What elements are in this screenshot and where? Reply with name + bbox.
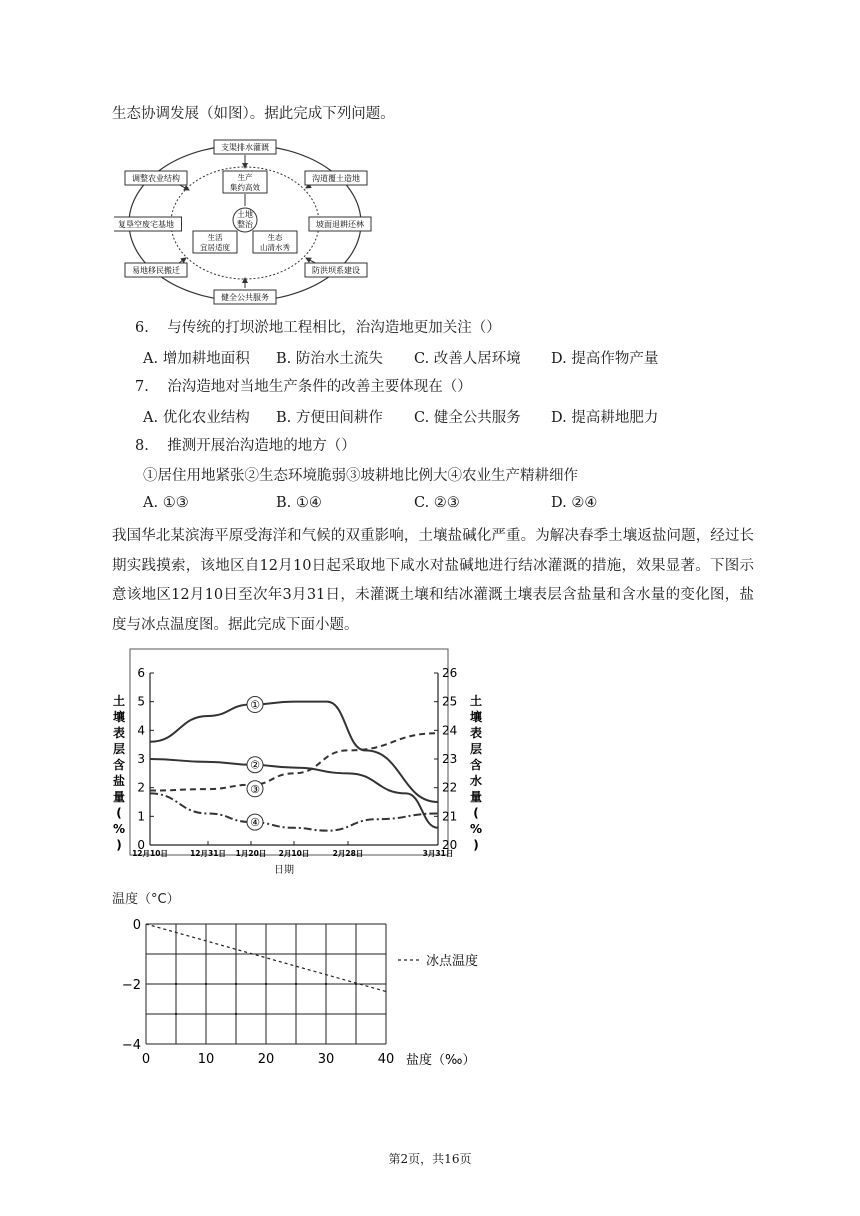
y-left-tick-label: 1 (137, 809, 145, 824)
y-right-tick-label: 21 (442, 809, 458, 824)
question-6 (135, 318, 501, 338)
y-left-tick-label: 5 (137, 694, 145, 709)
y-tick-label: −2 (121, 978, 141, 993)
q6-option-b[interactable]: B. 防治水土流失 (276, 351, 383, 367)
diagram-outer-label: 易地移民搬迁 (132, 266, 180, 275)
axis-title-char: ( (473, 806, 479, 820)
axis-title-char: 表 (112, 726, 126, 740)
x-tick-label: 12月31日 (190, 849, 226, 858)
x-tick-label: 12月10日 (132, 849, 168, 858)
axis-title-char: 量 (469, 790, 483, 804)
x-tick-label: 1月20日 (235, 849, 267, 858)
axis-title-char: 壤 (112, 710, 126, 724)
x-tick-label: 10 (197, 1052, 215, 1067)
y-left-tick-label: 6 (137, 666, 145, 680)
q8-option-b[interactable]: B. ①④ (276, 495, 322, 511)
diagram-outer-box (305, 171, 367, 185)
diagram-outer-box (114, 217, 182, 231)
q7-option-c[interactable]: C. 健全公共服务 (414, 410, 521, 426)
series-label: ② (250, 758, 260, 772)
land-consolidation-diagram (114, 138, 376, 308)
page-footer: 第2页，共16页 (388, 1152, 472, 1166)
y-left-tick-label: 0 (137, 838, 145, 852)
diagram-inner-box (253, 231, 297, 253)
x-axis-title: 盐度（‰） (406, 1053, 476, 1068)
question-stem: 治沟造地对当地生产条件的改善主要体现在（） (167, 379, 472, 395)
question-number: 8. (135, 438, 149, 454)
y-axis-title-left (113, 693, 125, 852)
q7-option-b[interactable]: B. 方便田间耕作 (276, 410, 383, 426)
axis-title-char: 层 (112, 742, 126, 756)
freezing-point-chart (112, 908, 512, 1073)
chart-frame (130, 649, 448, 855)
diagram-outer-box (214, 140, 276, 154)
question-8 (135, 436, 356, 456)
diagram-outer-label: 调整农业结构 (132, 174, 180, 183)
question-7 (135, 377, 472, 397)
diagram-outer-label: 健全公共服务 (221, 293, 269, 302)
diagram-outer-label: 坡面退耕还林 (316, 220, 364, 229)
y-right-tick-label: 22 (442, 780, 458, 795)
y-tick-label: −4 (121, 1038, 141, 1053)
axis-title-char: ) (473, 838, 479, 852)
series-label: ③ (250, 782, 260, 796)
q7-option-d[interactable]: D. 提高耕地肥力 (551, 410, 659, 426)
axis-title-char: 层 (469, 742, 483, 756)
x-axis-title: 日期 (274, 865, 294, 876)
y-right-tick-label: 26 (442, 666, 458, 680)
q6-option-a[interactable]: A. 增加耕地面积 (143, 351, 250, 367)
axis-title-char: ) (116, 838, 122, 852)
series-label: ① (250, 698, 260, 712)
axis-title-char: 土 (112, 694, 126, 708)
y-tick-label: 0 (132, 918, 141, 933)
y-left-tick-label: 4 (137, 723, 145, 738)
diagram-outer-label: 复垦空废宅基地 (118, 220, 174, 229)
diagram-inner-box (223, 171, 267, 193)
series-label: ④ (250, 816, 260, 830)
y-right-tick-label: 23 (442, 752, 458, 766)
x-tick-label: 30 (317, 1052, 335, 1067)
q8-option-a[interactable]: A. ①③ (143, 495, 189, 511)
diagram-outer-label: 防洪坝系建设 (312, 266, 360, 275)
diagram-outer-box (125, 263, 187, 277)
axis-title-char: 土 (469, 694, 483, 708)
x-tick-label: 20 (257, 1052, 275, 1067)
y-axis-title-right (470, 693, 482, 852)
axis-title-char: 盐 (112, 774, 126, 788)
q8-option-d[interactable]: D. ②④ (551, 495, 598, 511)
diagram-inner-label-1: 生活 (207, 233, 223, 242)
axis-title-char: 含 (112, 758, 126, 772)
series-line (150, 793, 438, 830)
q8-choices-line: ①居住用地紧张②生态环境脆弱③坡耕地比例大④农业生产精耕细作 (143, 468, 578, 484)
y-left-tick-label: 2 (137, 780, 145, 795)
diagram-outer-label: 沟道覆土造地 (312, 174, 360, 183)
q7-option-a[interactable]: A. 优化农业结构 (143, 410, 250, 426)
intro-text: 生态协调发展（如图）。据此完成下列问题。 (112, 106, 395, 122)
axis-title-char: % (469, 822, 483, 836)
axis-title-char: 壤 (469, 710, 483, 724)
y-left-tick-label: 3 (137, 752, 145, 766)
q8-option-c[interactable]: C. ②③ (414, 495, 460, 511)
diagram-inner-label-2: 集约高效 (230, 183, 260, 192)
axis-title-char: 水 (469, 774, 483, 788)
x-tick-label: 2月10日 (278, 849, 310, 858)
diagram-inner-label-1: 生态 (267, 233, 283, 242)
x-tick-label: 3月31日 (422, 849, 454, 858)
passage: 我国华北某滨海平原受海洋和气候的双重影响，土壤盐碱化严重。为解决春季土壤返盐问题，经过长期实践摸索，该地区自12月10日起采取地下咸水对盐碱地进行结冰灌溉的措施，效果显著。下图示意该地区12月10日至次年3月31日，未灌溉土壤和结冰灌溉土壤表层含盐量和含水量的变化图，盐度与冰点温度图。据此完成下面小题。 (112, 528, 754, 633)
question-number: 6. (135, 320, 149, 336)
diagram-outer-label: 支渠排水灌溉 (221, 143, 269, 152)
y-right-tick-label: 24 (442, 723, 458, 738)
x-tick-label: 40 (377, 1052, 395, 1067)
series-line (150, 759, 438, 828)
soil-salt-water-chart (108, 645, 488, 880)
axis-title-char: 表 (469, 726, 483, 740)
axis-title-char: 量 (112, 790, 126, 804)
axis-title-char: % (112, 822, 126, 836)
x-tick-label: 2月28日 (332, 849, 364, 858)
question-stem: 推测开展治沟造地的地方（） (167, 438, 356, 454)
diagram-inner-box (193, 231, 237, 253)
question-stem: 与传统的打坝淤地工程相比，治沟造地更加关注（） (167, 320, 501, 336)
question-number: 7. (135, 379, 149, 395)
diagram-outer-box (309, 217, 371, 231)
diagram-outer-box (305, 263, 367, 277)
center-label-1: 土地 (237, 210, 253, 219)
chart2-y-title: 温度（°C） (112, 892, 180, 907)
diagram-inner-label-2: 山清水秀 (260, 243, 290, 252)
center-label-2: 整治 (237, 220, 253, 229)
diagram-inner-label-2: 宜居适度 (200, 243, 230, 252)
x-tick-label: 0 (141, 1052, 151, 1067)
q6-option-c[interactable]: C. 改善人居环境 (414, 351, 521, 367)
y-right-tick-label: 25 (442, 694, 458, 709)
legend-label: 冰点温度 (426, 954, 479, 969)
axis-title-char: ( (116, 806, 122, 820)
y-right-tick-label: 20 (442, 838, 458, 852)
series-line (150, 702, 438, 802)
diagram-inner-label-1: 生产 (237, 173, 253, 182)
axis-title-char: 含 (469, 758, 483, 772)
diagram-outer-box (214, 290, 276, 304)
q6-option-d[interactable]: D. 提高作物产量 (551, 351, 659, 367)
diagram-outer-box (125, 171, 187, 185)
